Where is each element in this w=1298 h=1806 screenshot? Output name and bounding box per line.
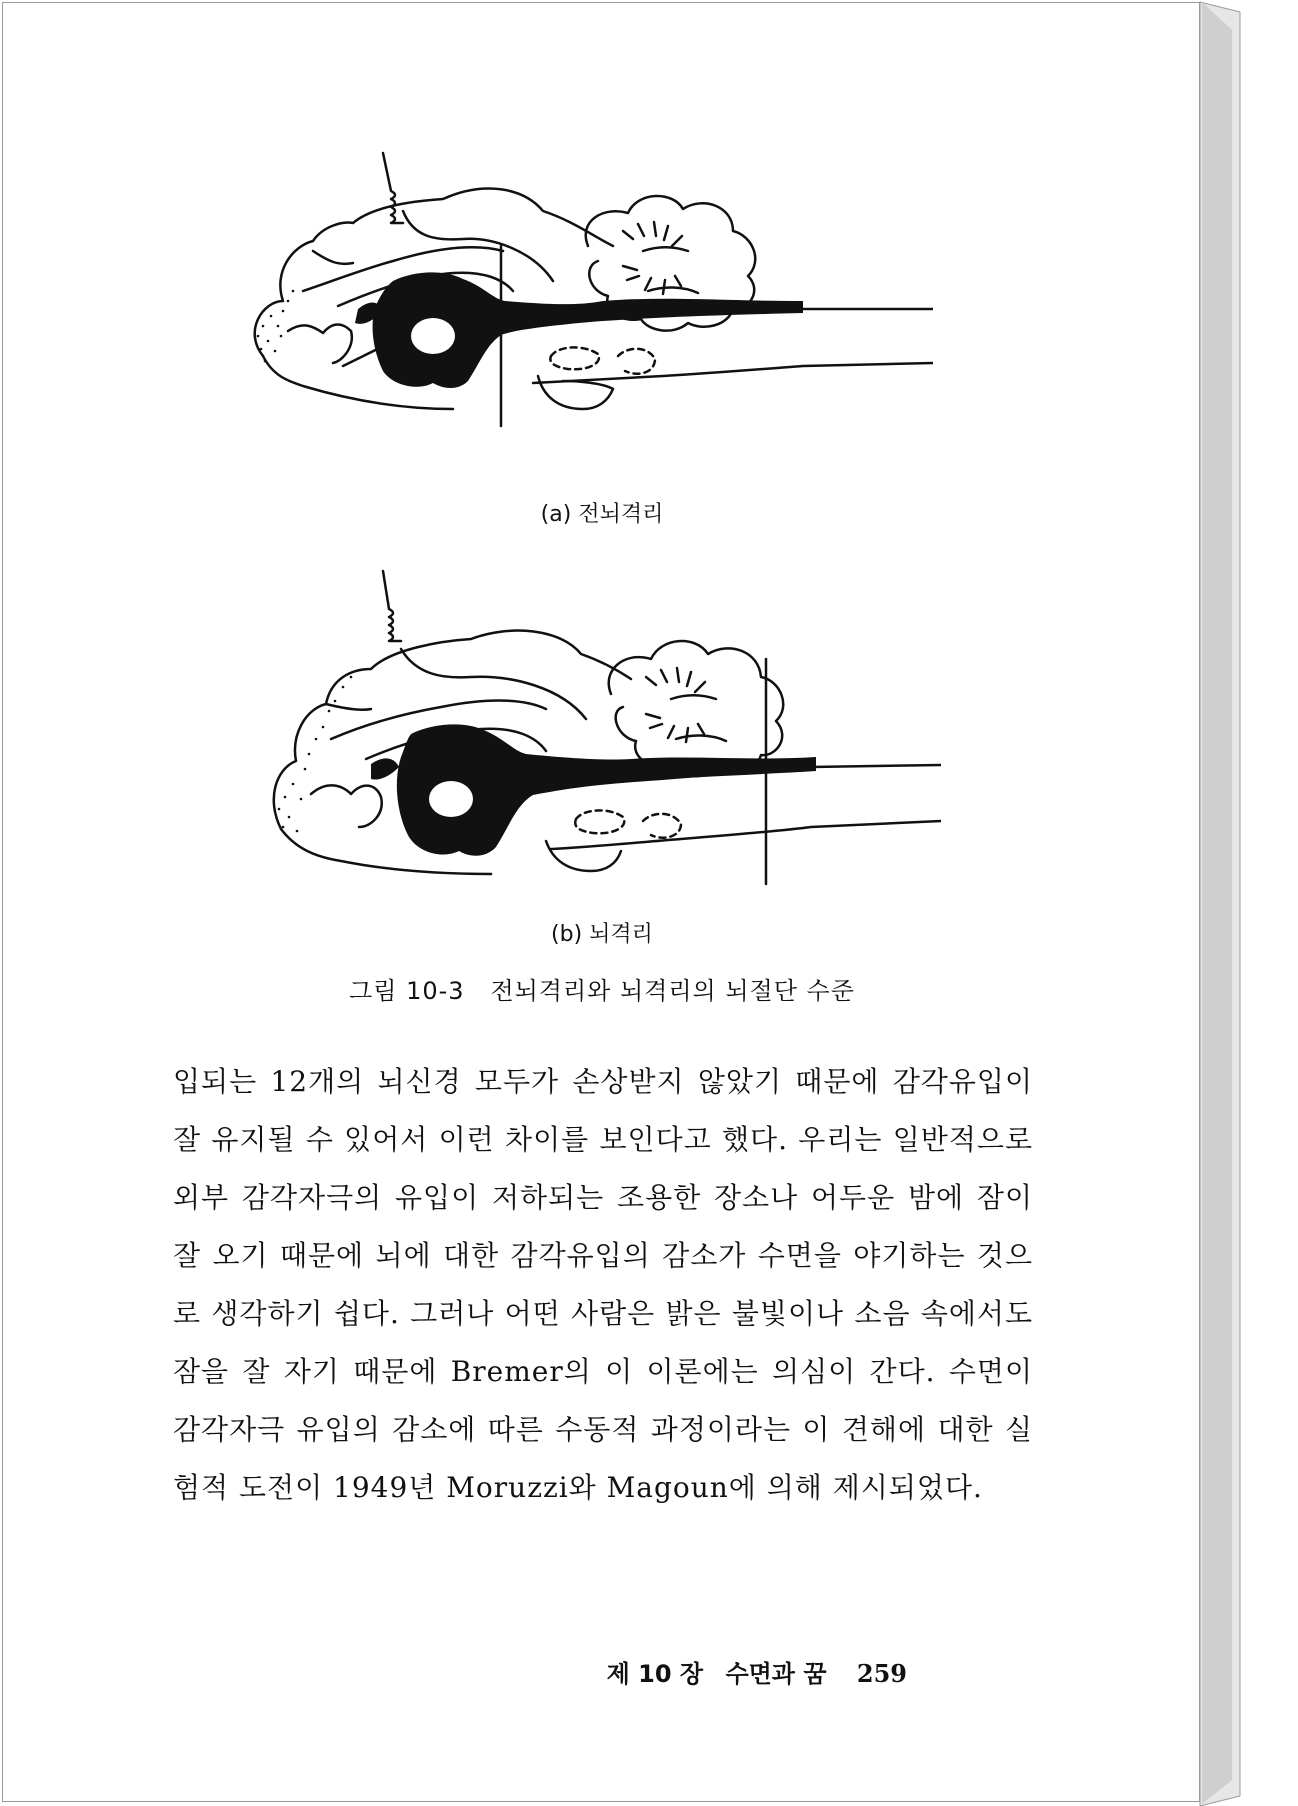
chapter-title: 수면과 꿈 (725, 1660, 827, 1688)
brain-diagram-a (243, 151, 933, 481)
figure-title: 전뇌격리와 뇌격리의 뇌절단 수준 (490, 977, 855, 1005)
page-number: 259 (856, 1659, 907, 1688)
figure-caption (3, 971, 1201, 1006)
figure-b-caption: (b) 뇌격리 (551, 922, 653, 947)
chapter-number: 제 10 장 (606, 1660, 704, 1688)
body-paragraph: 입되는 12개의 뇌신경 모두가 손상받지 않았기 때문에 감각유입이 잘 유지될 수 있어서 이런 차이를 보인다고 했다. 우리는 일반적으로 외부 감각자극의 유입이 저하되는 조용한 장소나 어두운 밤에 잠이 잘 오기 때문에 뇌에 대한 감각유입의 감소가 수면을 야기하는 것으로 생각하기 쉽다. 그러나 어떤 사람은 밝은 불빛이나 소음 속에서도 잠을 잘 자기 때문에 Bremer의 이 이론에는 의심이 간다. 수면이 감각자극 유입의 감소에 따른 수동적 과정이라는 이 견해에 대한 실험적 도전이 1949년 Moruzzi와 Magoun에 의해 제시되었다. (173, 1065, 1033, 1504)
figure-label: 그림 10-3 (349, 977, 465, 1005)
page-footer (593, 1654, 907, 1689)
book-page (2, 2, 1200, 1802)
body-text (173, 1053, 1033, 1517)
figure-a-caption: (a) 전뇌격리 (540, 502, 664, 527)
brain-diagram-b (271, 569, 941, 899)
